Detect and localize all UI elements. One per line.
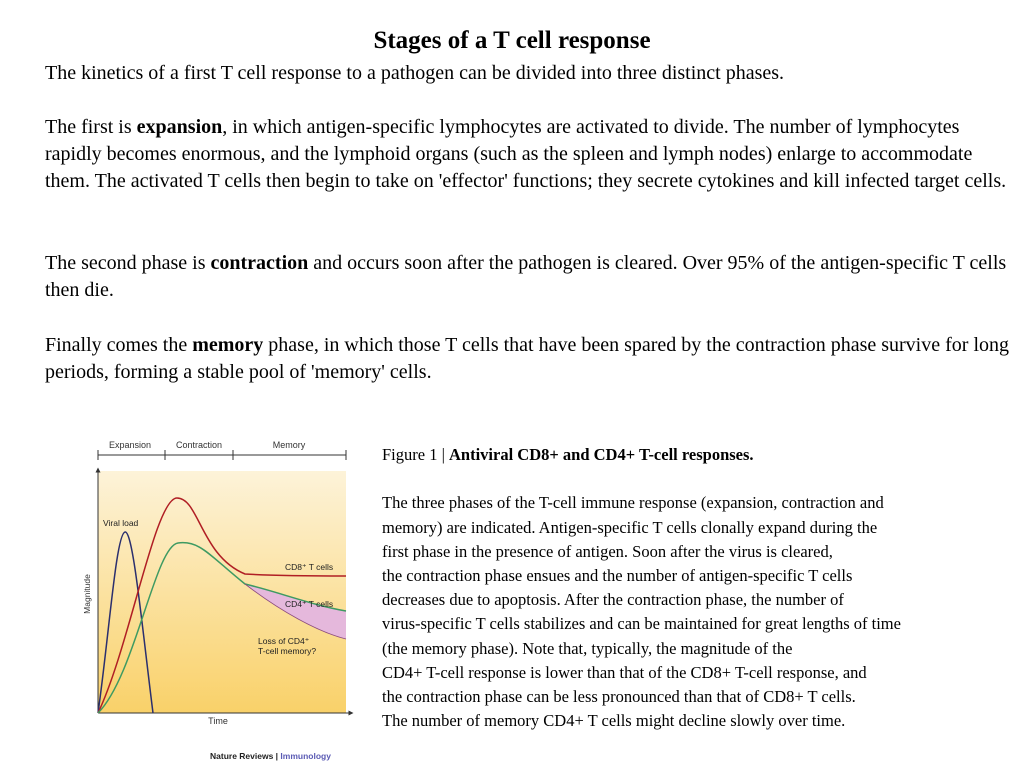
figure-credit <box>210 751 331 761</box>
phase-header <box>98 450 346 460</box>
expansion-paragraph-pre: The first is <box>45 116 137 138</box>
viral-load-label: Viral load <box>103 518 139 528</box>
memory-paragraph-pre: Finally comes the <box>45 334 193 356</box>
figure-credit-journal: Immunology <box>280 751 331 761</box>
t-cell-response-figure <box>70 436 360 766</box>
figure-credit-separator: | <box>273 751 281 761</box>
intro-paragraph: The kinetics of a first T cell response to a pathogen can be divided into three distinct phases. <box>45 62 785 84</box>
cd8-label: CD8⁺ T cells <box>285 562 334 572</box>
cd4-memory-loss-label-1: Loss of CD4⁺ <box>258 636 310 646</box>
cd4-memory-loss-label-2: T-cell memory? <box>258 646 317 656</box>
plot-background <box>98 471 346 713</box>
page-title: Stages of a T cell response <box>373 27 651 54</box>
phase-label-memory: Memory <box>272 440 306 450</box>
expansion-paragraph-post: , in which antigen-specific lymphocytes are activated to divide. The number of lymphocytes rapidly becomes enormous, and the lymphoid organs (such as the spleen and lymph nodes) enlarge to accommodate them. The activated T cells then begin to take on 'effector' functions; they secrete cytokines and kill infected target cells. <box>45 116 1007 192</box>
contraction-paragraph-pre: The second phase is <box>45 252 211 274</box>
caption-line: The number of memory CD4+ T cells might decline slowly over time. <box>382 711 846 731</box>
contraction-paragraph <box>45 250 1020 304</box>
caption-heading <box>382 443 1022 467</box>
expansion-term: expansion <box>136 116 223 138</box>
caption-line: first phase in the presence of antigen. Soon after the virus is cleared, <box>382 541 833 561</box>
caption-line: (the memory phase). Note that, typically, the magnitude of the <box>382 638 793 658</box>
caption-line: decreases due to apoptosis. After the contraction phase, the number of <box>382 590 844 610</box>
memory-term: memory <box>192 334 264 356</box>
memory-paragraph <box>45 332 1020 386</box>
caption-figure-title: Antiviral CD8+ and CD4+ T-cell responses. <box>449 445 754 464</box>
x-axis-label: Time <box>208 716 228 726</box>
figure-caption <box>382 443 1022 733</box>
caption-line: the contraction phase can be less pronounced than that of CD8+ T cells. <box>382 687 856 707</box>
contraction-term: contraction <box>210 252 309 274</box>
memory-paragraph-post: phase, in which those T cells that have been spared by the contraction phase survive for long periods, forming a stable pool of 'memory' cells. <box>45 334 1009 383</box>
caption-figure-label: Figure 1 | <box>382 445 450 464</box>
caption-line: memory) are indicated. Antigen-specific T cells clonally expand during the <box>382 517 878 537</box>
figure-credit-source: Nature Reviews <box>210 751 274 761</box>
caption-line: the contraction phase ensues and the number of antigen-specific T cells <box>382 566 853 585</box>
caption-line: CD4+ T-cell response is lower than that of the CD8+ T-cell response, and <box>382 662 867 682</box>
contraction-paragraph-post: and occurs soon after the pathogen is cleared. Over 95% of the antigen-specific T cells then die. <box>45 252 1007 301</box>
caption-line: The three phases of the T-cell immune response (expansion, contraction and <box>382 493 884 513</box>
y-axis-label: Magnitude <box>82 574 92 614</box>
cd4-label: CD4⁺ T cells <box>285 599 334 609</box>
phase-label-contraction: Contraction <box>175 440 223 450</box>
phase-label-expansion: Expansion <box>108 440 152 450</box>
caption-line: virus-specific T cells stabilizes and can be maintained for great lengths of time <box>382 614 901 634</box>
expansion-paragraph <box>45 114 1020 195</box>
